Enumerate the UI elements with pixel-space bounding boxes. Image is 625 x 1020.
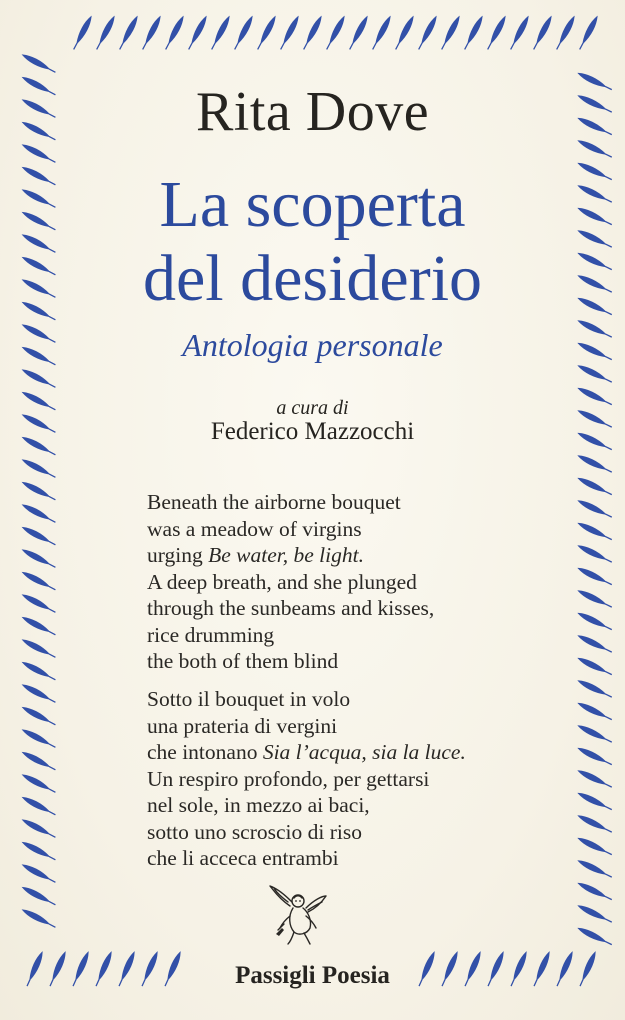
feather-leaf-icon [22,458,57,480]
feather-leaf-icon [577,701,612,722]
feather-leaf-icon [577,791,612,812]
feather-leaf-icon [577,611,612,632]
poem-line: che li acceca entrambi [147,846,339,870]
poem-line: Sotto il bouquet in volo [147,687,351,711]
feather-leaf-icon [22,750,57,772]
feather-leaf-icon [577,634,612,655]
feather-leaf-icon [22,143,57,165]
feather-leaf-icon [577,679,612,700]
feather-leaf-icon [577,769,612,790]
feather-leaf-icon [577,364,612,385]
poem-line: rice drumming [147,622,275,647]
feather-leaf-icon [22,660,57,682]
feather-leaf-icon [22,840,57,862]
feather-leaf-icon [577,454,612,475]
feather-leaf-icon [347,16,369,51]
poem-line: through the sunbeams and kisses, [147,596,435,620]
poem-line: A deep breath, and she plunged [147,569,417,594]
feather-leaf-icon [22,53,57,75]
feather-leaf-icon [22,593,57,615]
feather-leaf-icon [485,16,507,51]
poem-line: Beneath the airborne bouquet [147,490,401,514]
editor-name: Federico Mazzocchi [210,418,415,445]
feather-leaf-icon [577,476,612,497]
book-title [0,168,625,316]
feather-leaf-icon [577,904,612,925]
poem-line: was a meadow of virgins [147,516,362,541]
feather-leaf-icon [22,368,57,390]
feather-leaf-icon [301,16,323,51]
feather-leaf-icon [577,16,599,51]
poem-line-prefix: che intonano [147,740,263,764]
poem-line [147,542,567,569]
publisher-name: Passigli Poesia [235,962,390,989]
feather-leaf-icon [577,836,612,857]
feather-leaf-icon [232,16,254,51]
poem-line-italic: Sia l’acqua, sia la luce. [262,740,466,764]
feather-leaf-icon [577,926,612,947]
feather-leaf-icon [577,589,612,610]
feather-leaf-icon [577,724,612,745]
feather-leaf-icon [22,570,57,592]
feather-leaf-icon [370,16,392,51]
poem-line: sotto uno scroscio di riso [147,819,362,844]
feather-leaf-icon [22,795,57,817]
feather-leaf-icon [393,16,415,51]
feather-leaf-icon [71,16,93,51]
poem-line: nel sole, in mezzo ai baci, [147,793,370,817]
author-name: Rita Dove [195,81,430,143]
book-title-line-2: del desiderio [142,242,483,315]
feather-leaf-icon [22,818,57,840]
feather-leaf-icon [577,656,612,677]
feather-leaf-icon [577,499,612,520]
feather-leaf-icon [508,16,530,51]
poem-line: una prateria di vergini [147,713,338,738]
feather-leaf-icon [462,16,484,51]
feather-leaf-icon [324,16,346,51]
feather-leaf-icon [22,908,57,930]
feather-leaf-icon [255,16,277,51]
poem-italian [147,686,567,872]
poem-line-prefix: urging [147,543,209,567]
feather-leaf-icon [94,16,116,51]
feather-leaf-icon [140,16,162,51]
feather-leaf-icon [22,705,57,727]
feather-leaf-icon [22,480,57,502]
poem-line: the both of them blind [147,649,339,673]
feather-leaf-icon [577,566,612,587]
feather-leaf-icon [22,728,57,750]
feather-leaf-icon [531,16,553,51]
feather-leaf-icon [554,16,576,51]
feather-leaf-icon [22,638,57,660]
feather-leaf-icon [22,885,57,907]
feather-leaf-icon [577,859,612,880]
poem-english [147,489,567,675]
angel-icon [268,884,328,946]
poem-line-italic: Be water, be light. [208,543,364,567]
feather-leaf-icon [577,746,612,767]
poem-line: Un respiro profondo, per gettarsi [147,766,430,791]
curated-by-label: a cura di [276,397,349,419]
feather-leaf-icon [186,16,208,51]
poem-line [147,739,567,766]
feather-leaf-icon [22,683,57,705]
feather-leaf-icon [416,16,438,51]
feather-leaf-icon [117,16,139,51]
feather-leaf-icon [439,16,461,51]
feather-leaf-icon [22,773,57,795]
feather-leaf-icon [209,16,231,51]
feather-leaf-icon [278,16,300,51]
feather-leaf-icon [22,863,57,885]
feather-leaf-icon [577,521,612,542]
feather-leaf-icon [163,16,185,51]
feather-leaf-icon [22,548,57,570]
book-title-line-1: La scoperta [159,168,466,241]
book-subtitle: Antologia personale [182,327,443,363]
feather-leaf-icon [22,615,57,637]
feather-leaf-icon [577,544,612,565]
feather-leaf-icon [71,16,599,51]
feather-leaf-icon [577,881,612,902]
feather-leaf-icon [22,525,57,547]
feather-leaf-icon [22,503,57,525]
feather-leaf-icon [577,814,612,835]
